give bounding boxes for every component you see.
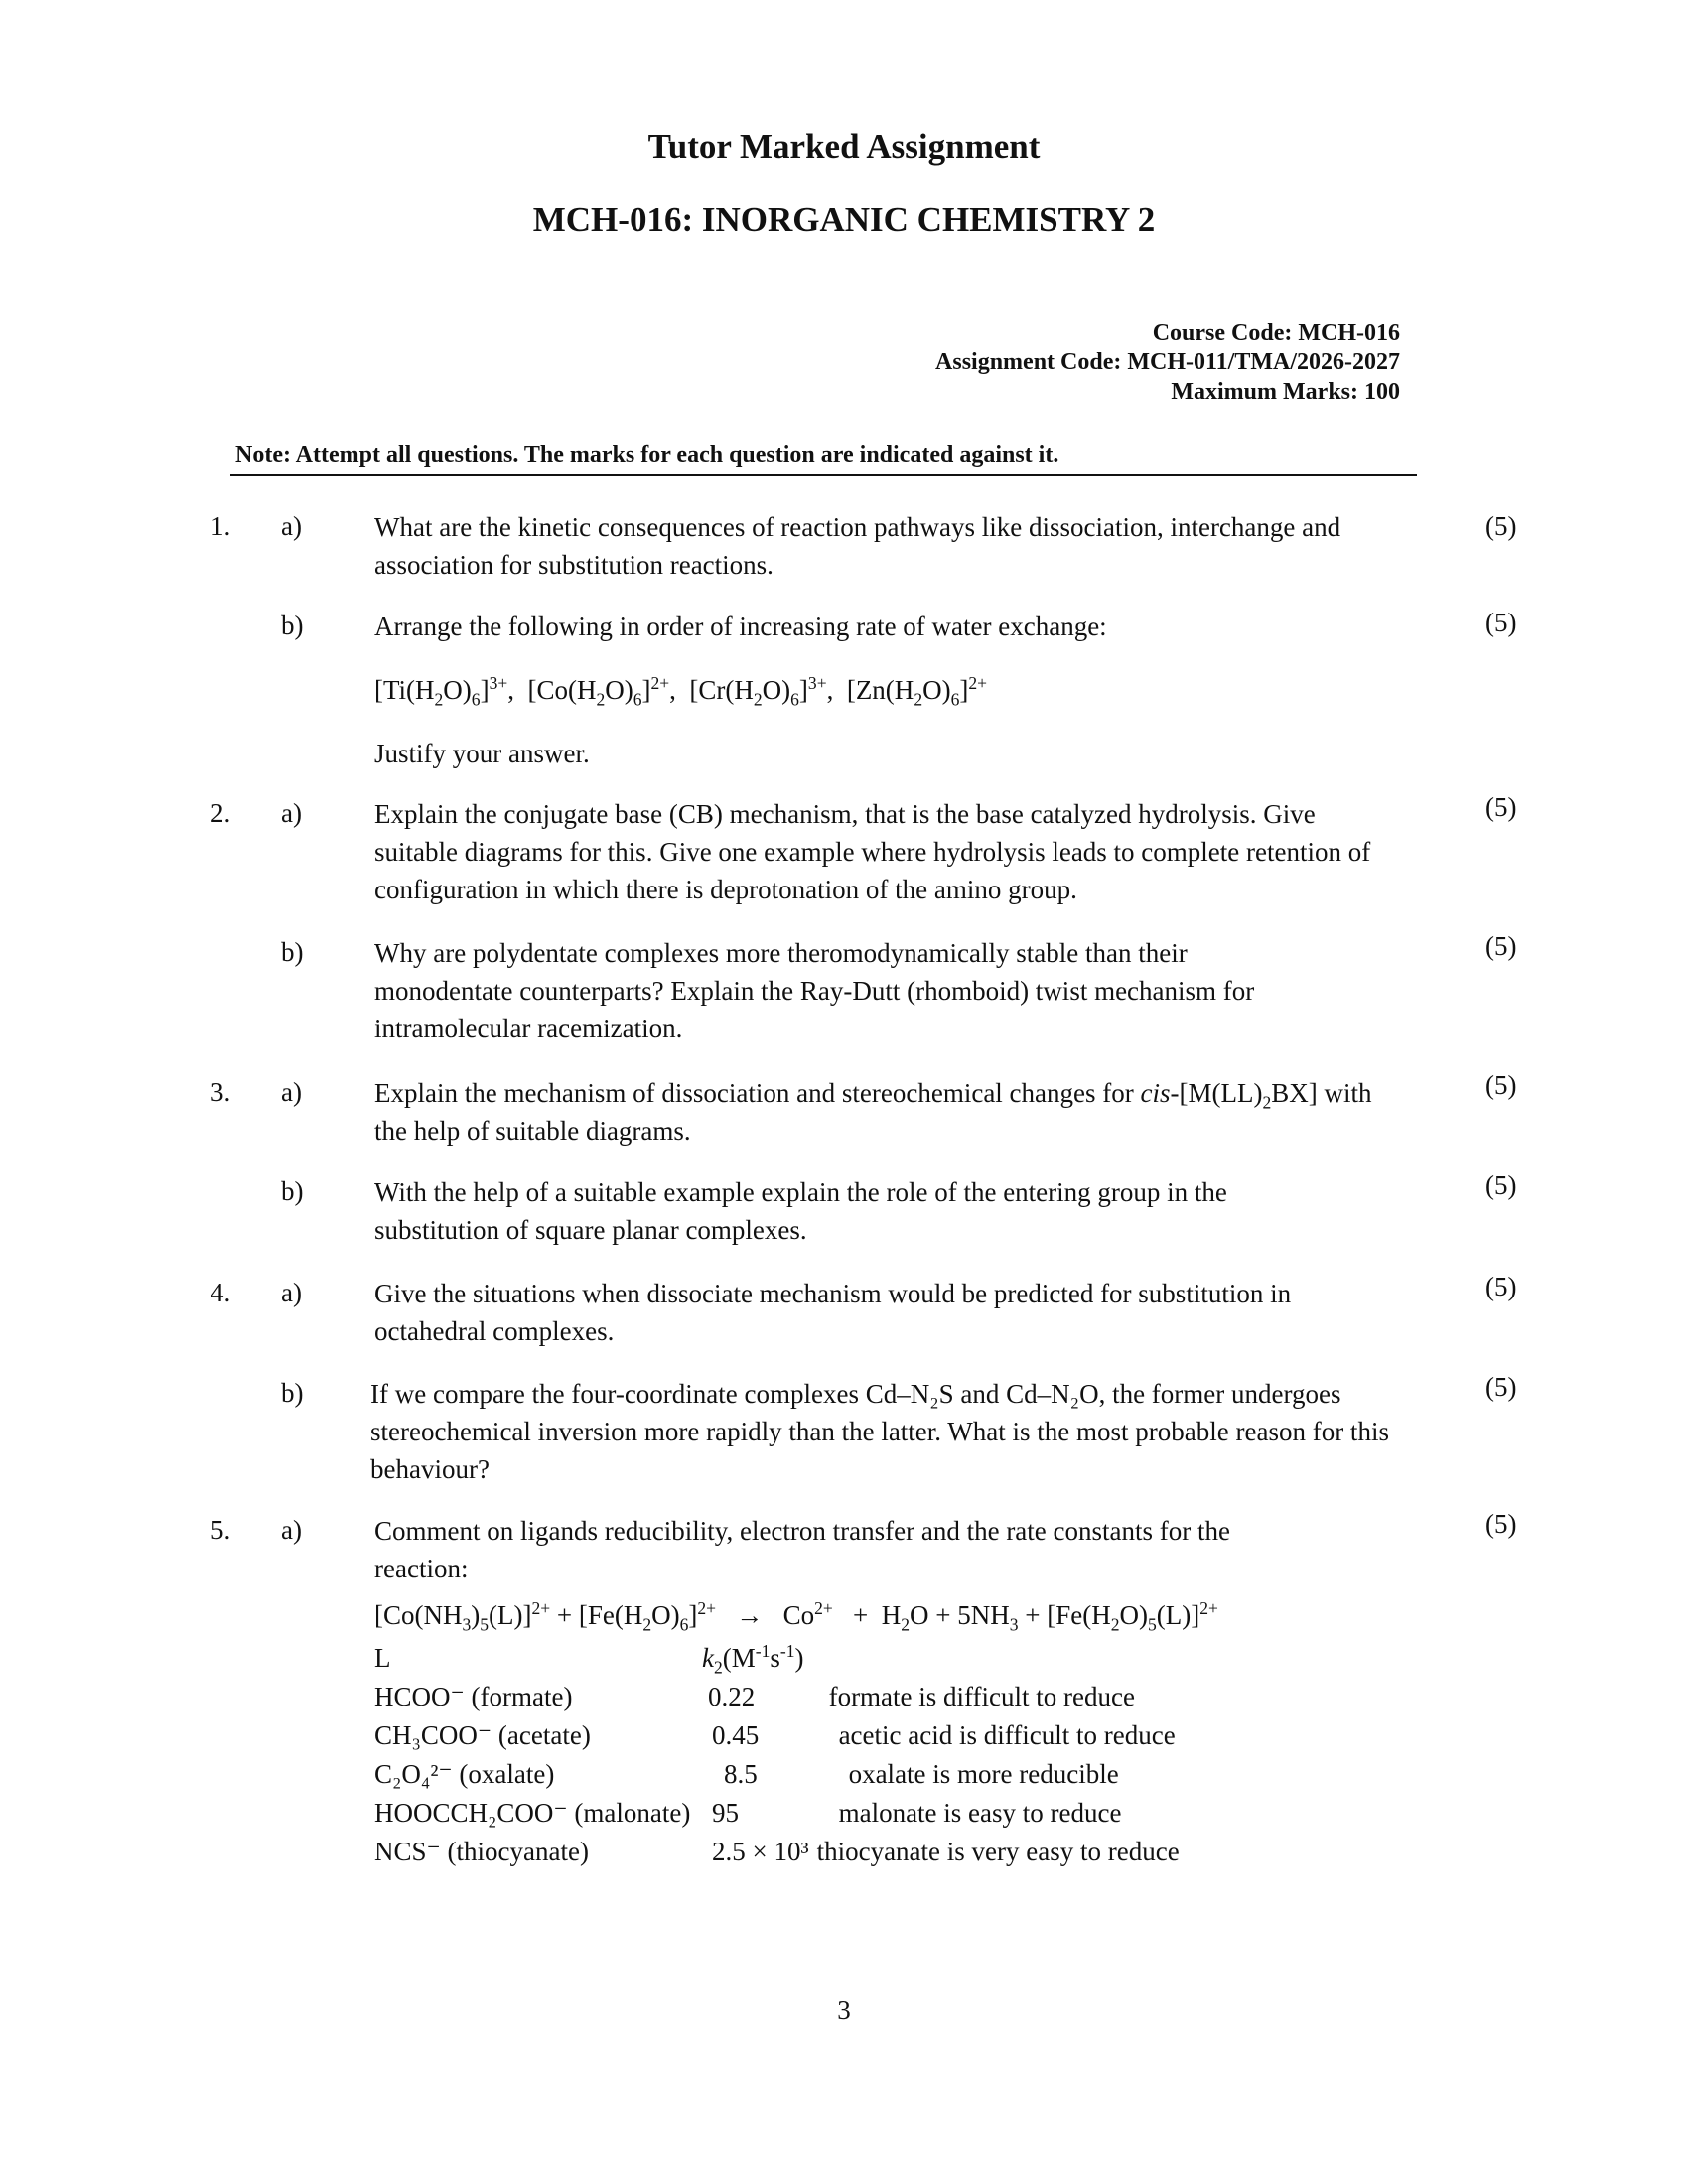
ligand-cell: HOOCCH₂COO⁻ (malonate) — [374, 1798, 691, 1828]
question-text: Why are polydentate complexes more theromodynamically stable than their monodentate counterparts? Explain the Ray-Dutt (rhomboid) twist mechanism for intramolecular racemization. — [374, 938, 1255, 1043]
question-text: With the help of a suitable example explain the role of the entering group in the substitution of square planar complexes. — [374, 1177, 1227, 1245]
rate-constant-header: $k_2(M^{-1}s^{-1})$ — [702, 1641, 804, 1678]
question-part-letter: a) — [281, 1077, 302, 1107]
question-text: Explain the mechanism of dissociation and stereochemical changes for cis-$[M(LL)_2BX]$ with the help of suitable diagrams. — [374, 1078, 1372, 1146]
question-marks: (5) — [1485, 1070, 1517, 1100]
question-part-letter: b) — [281, 611, 304, 640]
question-text: Give the situations when dissociate mechanism would be predicted for substitution in octahedral complexes. — [374, 1279, 1292, 1346]
ligand-cell: CH₃COO⁻ (acetate) — [374, 1720, 591, 1750]
question-part-letter: a) — [281, 511, 302, 541]
question-instruction: Justify your answer. — [374, 739, 590, 768]
ligand-cell: NCS⁻ (thiocyanate) — [374, 1837, 589, 1866]
ligand-header: L — [374, 1643, 391, 1673]
course-code: Course Code: MCH-016 — [1152, 320, 1400, 345]
question-text: Arrange the following in order of increasing rate of water exchange: — [374, 612, 1107, 641]
rate-constant-table — [374, 1639, 1180, 1871]
question-number: 2. — [211, 798, 231, 828]
k-value-cell: 8.5 — [724, 1759, 758, 1789]
question-number: 4. — [211, 1278, 231, 1307]
question-marks: (5) — [1485, 1372, 1517, 1402]
question-part-letter: b) — [281, 1378, 304, 1408]
comment-cell: thiocyanate is very easy to reduce — [816, 1837, 1180, 1866]
comment-cell: malonate is easy to reduce — [838, 1798, 1122, 1828]
question-marks: (5) — [1485, 1272, 1517, 1301]
divider — [230, 474, 1417, 476]
max-marks: Maximum Marks: 100 — [1171, 379, 1400, 405]
question-part-letter: a) — [281, 1515, 302, 1545]
instruction-note: Note: Attempt all questions. The marks for each question are indicated against it. — [235, 442, 1059, 468]
k-value-cell: 95 — [712, 1798, 739, 1828]
table-row — [374, 1716, 1180, 1755]
table-row — [374, 1794, 1180, 1833]
question-part-letter: b) — [281, 937, 304, 967]
question-marks: (5) — [1485, 608, 1517, 637]
comment-cell: acetic acid is difficult to reduce — [838, 1720, 1176, 1750]
question-part-letter: b) — [281, 1176, 304, 1206]
comment-cell: formate is difficult to reduce — [828, 1682, 1135, 1711]
k-value-cell: 2.5 × 10³ — [712, 1837, 809, 1866]
table-row — [374, 1678, 1180, 1716]
question-text: What are the kinetic consequences of reaction pathways like dissociation, interchange and association for substitution reactions. — [374, 512, 1341, 580]
question-text: Comment on ligands reducibility, electron transfer and the rate constants for the reaction: — [374, 1516, 1230, 1583]
question-marks: (5) — [1485, 1509, 1517, 1539]
doc-title: Tutor Marked Assignment — [647, 127, 1041, 166]
assignment-code: Assignment Code: MCH-011/TMA/2026-2027 — [935, 349, 1400, 375]
question-marks: (5) — [1485, 511, 1517, 541]
table-row — [374, 1755, 1180, 1794]
page-number: 3 — [837, 1995, 851, 2025]
k-value-cell: 0.45 — [712, 1720, 760, 1750]
question-marks: (5) — [1485, 1170, 1517, 1200]
reaction-equation: $[Co(NH_3)_5(L)]^{2+} + [Fe(H_2O)_6]^{2+} \to Co^{2+} + H_2O + 5NH_3 + [Fe(H_2O)_5(L)]^{2+}$ — [374, 1598, 1218, 1635]
question-marks: (5) — [1485, 792, 1517, 822]
course-title: MCH-016: INORGANIC CHEMISTRY 2 — [532, 201, 1156, 239]
question-text: Explain the conjugate base (CB) mechanism, that is the base catalyzed hydrolysis. Give suitable diagrams for this. Give one example where hydrolysis leads to complete retention of configuration in which there is deprotonation of the amino group. — [374, 799, 1371, 904]
k-value-cell: 0.22 — [708, 1682, 756, 1711]
question-part-letter: a) — [281, 1278, 302, 1307]
question-marks: (5) — [1485, 931, 1517, 961]
question-part-letter: a) — [281, 798, 302, 828]
question-number: 3. — [211, 1077, 231, 1107]
question-number: 5. — [211, 1515, 231, 1545]
comment-cell: oxalate is more reducible — [848, 1759, 1119, 1789]
ligand-cell: HCOO⁻ (formate) — [374, 1682, 573, 1711]
question-number: 1. — [211, 511, 231, 541]
question-text: If we compare the four-coordinate complexes Cd–N₂S and Cd–N₂O, the former undergoes stereochemical inversion more rapidly than the latter. What is the most probable reason for this behaviour? — [370, 1379, 1389, 1484]
complex-list: $[Ti(H_2O)_6]^{3+}$, $[Co(H_2O)_6]^{2+}$, $[Cr(H_2O)_6]^{3+}$, $[Zn(H_2O)_6]^{2+}$ — [374, 673, 987, 710]
table-header-row — [374, 1639, 1180, 1678]
ligand-cell: C₂O₄²⁻ (oxalate) — [374, 1759, 555, 1789]
table-row — [374, 1833, 1180, 1871]
code-block — [935, 318, 1400, 407]
